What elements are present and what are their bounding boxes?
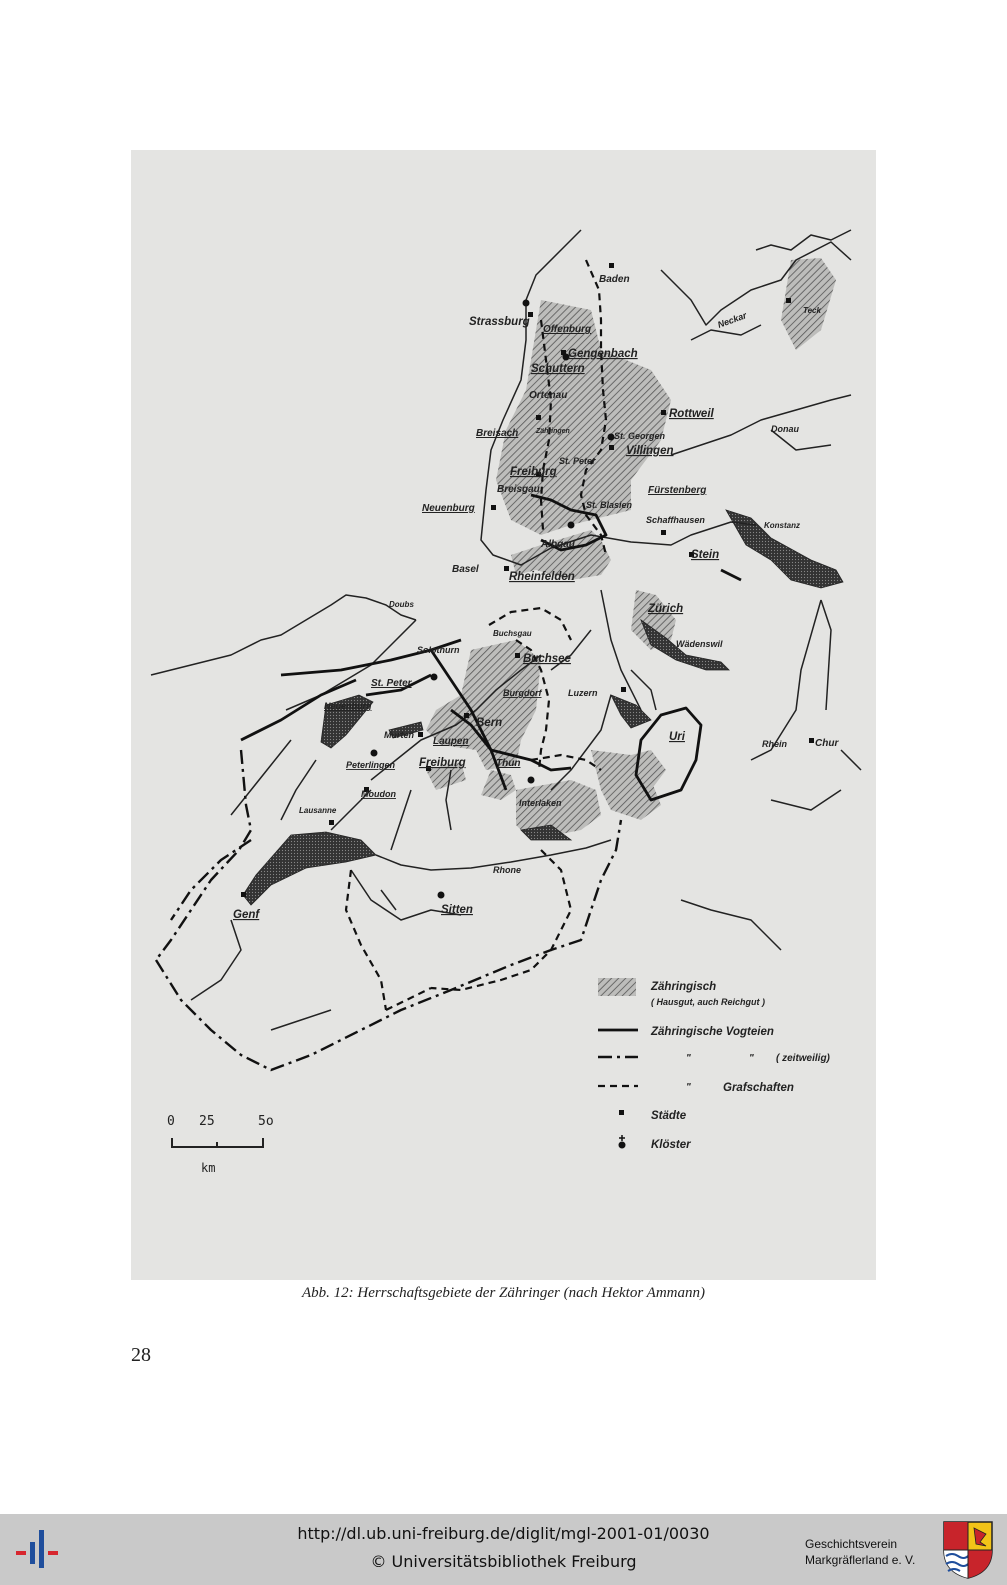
label-burgdorf: Burgdorf xyxy=(503,688,542,698)
legend-zeitweilig: ( zeitweilig) xyxy=(776,1053,830,1064)
label-baden: Baden xyxy=(599,274,630,285)
map-legend xyxy=(598,978,831,1151)
legend-vogteien: Zähringische Vogteien xyxy=(651,1026,774,1038)
label-buchsgau: Buchsgau xyxy=(493,629,532,638)
label-uri: Uri xyxy=(669,731,685,743)
label-freiburg-bw: Freiburg xyxy=(510,466,557,478)
map-figure xyxy=(131,150,876,1280)
label-schuttern: Schuttern xyxy=(531,363,585,375)
legend-ditto-2: " xyxy=(749,1053,754,1064)
label-moudon: Moudon xyxy=(361,789,396,799)
label-st-peter-bw: St. Peter xyxy=(559,456,596,466)
label-sitten: Sitten xyxy=(441,904,473,916)
label-breisach: Breisach xyxy=(476,428,519,439)
lake-genfersee xyxy=(243,832,376,905)
lake-vierwaldstaettersee xyxy=(611,695,651,728)
legend-zaehringisch-note: ( Hausgut, auch Reichgut ) xyxy=(651,997,766,1007)
label-ortenau: Ortenau xyxy=(529,390,568,401)
legend-kloester: Klöster xyxy=(651,1139,691,1151)
label-bern: Bern xyxy=(476,717,503,729)
label-lausanne: Lausanne xyxy=(299,806,337,815)
label-fuerstenberg: Fürstenberg xyxy=(648,485,707,496)
label-neuenburg-ch: Neuenburg xyxy=(324,701,372,711)
scale-unit: km xyxy=(201,1161,216,1175)
label-st-blasien: St. Blasien xyxy=(586,500,633,510)
label-luzern: Luzern xyxy=(568,688,598,698)
footer-url-link[interactable]: http://dl.ub.uni-freiburg.de/diglit/mgl-2001-01/0030 xyxy=(297,1524,710,1543)
label-peterlingen: Peterlingen xyxy=(346,760,396,770)
scale-bar xyxy=(167,1114,274,1175)
legend-grafschaften: Grafschaften xyxy=(723,1082,794,1094)
label-buchsee: Buchsee xyxy=(523,653,571,665)
label-zaehringen: Zähringen xyxy=(536,428,570,435)
label-rhein: Rhein xyxy=(762,739,788,749)
footer-copyright: © Universitätsbibliothek Freiburg xyxy=(370,1552,637,1571)
footer-bar xyxy=(0,1514,1007,1585)
label-stein: Stein xyxy=(691,549,720,561)
org-name-line-2: Markgräflerland e. V. xyxy=(805,1553,916,1567)
legend-ditto-3: " xyxy=(686,1082,691,1093)
org-name-line-1: Geschichtsverein xyxy=(805,1537,898,1551)
label-st-georgen: St. Georgen xyxy=(614,431,666,441)
legend-town-marker xyxy=(619,1110,624,1115)
label-neuenburg-bw: Neuenburg xyxy=(422,503,475,514)
label-offenburg: Offenburg xyxy=(543,324,592,335)
legend-zaehringisch: Zähringisch xyxy=(651,981,717,993)
label-breisgau: Breisgau xyxy=(497,484,540,495)
label-rhone: Rhone xyxy=(493,865,521,875)
legend-monastery-marker xyxy=(619,1142,626,1149)
label-murten: Murten xyxy=(384,730,414,740)
label-thun: Thun xyxy=(496,758,521,769)
map-panel xyxy=(131,150,876,1280)
label-freiburg-ch: Freiburg xyxy=(419,757,466,769)
scale-tick-0: 0 xyxy=(167,1114,175,1129)
org-name xyxy=(805,1536,930,1568)
scale-tick-25: 25 xyxy=(199,1114,215,1129)
legend-ditto-1: " xyxy=(686,1053,691,1064)
scale-tick-50: 5o xyxy=(258,1114,274,1129)
label-gengenbach: Gengenbach xyxy=(568,348,638,360)
label-neckar: Neckar xyxy=(716,310,748,330)
label-basel: Basel xyxy=(452,564,479,575)
label-donau: Donau xyxy=(771,424,799,434)
river-rhein-alpine xyxy=(751,600,821,760)
label-albgau: Albgau xyxy=(541,539,575,550)
label-rottweil: Rottweil xyxy=(669,408,714,420)
label-solothurn: Solothurn xyxy=(417,645,460,655)
label-doubs: Doubs xyxy=(389,600,414,609)
label-konstanz: Konstanz xyxy=(764,521,800,530)
label-genf: Genf xyxy=(233,909,260,921)
label-waedenswil: Wädenswil xyxy=(676,639,723,649)
label-schaffhausen: Schaffhausen xyxy=(646,515,705,525)
label-teck: Teck xyxy=(803,306,821,315)
label-interlaken: Interlaken xyxy=(519,798,562,808)
label-strassburg: Strassburg xyxy=(469,316,530,328)
label-villingen: Villingen xyxy=(626,445,674,457)
label-rheinfelden: Rheinfelden xyxy=(509,571,575,583)
label-laupen: Laupen xyxy=(433,736,469,747)
page-number: 28 xyxy=(131,1344,151,1366)
label-zuerich: Zürich xyxy=(648,603,684,615)
label-chur: Chur xyxy=(815,738,839,749)
coat-of-arms-icon xyxy=(942,1520,994,1580)
legend-staedte: Städte xyxy=(651,1110,687,1122)
label-st-peter-ch: St. Peter xyxy=(371,678,412,689)
figure-caption: Abb. 12: Herrschaftsgebiete der Zähringer (nach Hektor Ammann) xyxy=(302,1285,705,1301)
legend-hatch-swatch xyxy=(598,978,636,996)
